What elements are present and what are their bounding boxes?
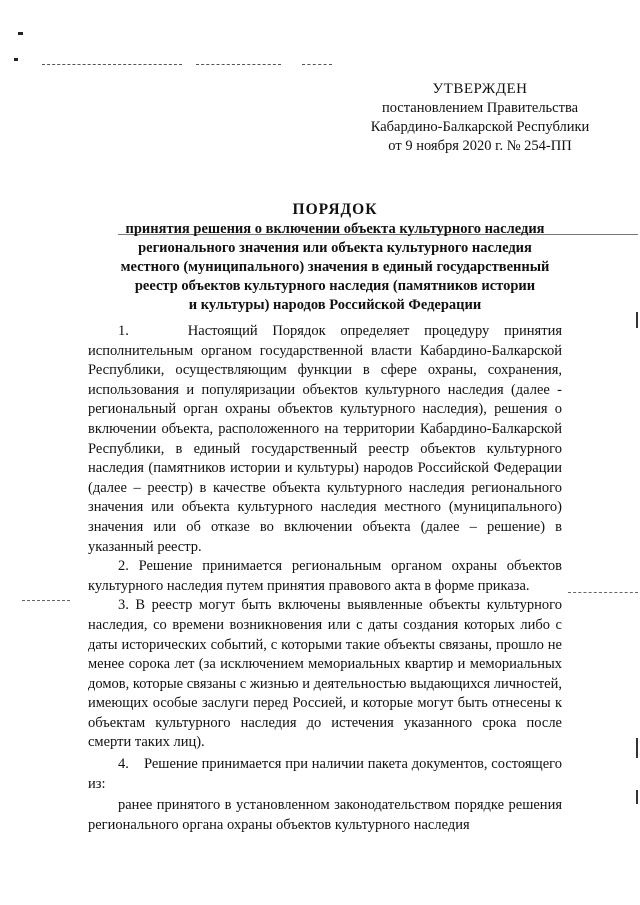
title-line: и культуры) народов Российской Федерации: [188, 297, 482, 313]
paragraph-2: 2. Решение принимается региональным органом охраны объектов культурного наследия путем принятия правового акта в форме приказа.: [88, 558, 562, 594]
title-line: регионального значения или объекта культурного наследия: [138, 240, 532, 256]
approval-date-line: от 9 ноября 2020 г. № 254-ПП: [388, 138, 572, 154]
title-line: принятия решения о включении объекта культурного наследия: [125, 221, 545, 237]
scan-edge-mark-1: [636, 312, 638, 328]
approval-block: [330, 80, 630, 156]
document-title: [90, 200, 580, 315]
paragraph-3: 3. В реестр могут быть включены выявленные объекты культурного наследия, со времени возникновения или с даты создания которых либо с даты исторических событий, с которыми такие объекты связаны, прошло не менее сорока лет (за исключением мемориальных квартир и мемориальных домов, которые связаны с жизнью и деятельностью выдающихся личностей, имеющих особые заслуги перед Россией, и которые могут быть отнесены к объектам культурного наследия до истечения указанного срока после смерти таких лиц).: [88, 597, 562, 751]
approval-line: постановлением Правительства: [381, 100, 579, 116]
document-body: [88, 322, 562, 835]
scan-dash-left: [22, 600, 70, 601]
approval-line: Кабардино-Балкарской Республики: [370, 119, 590, 135]
scan-rule-left: [42, 64, 182, 66]
paragraph-4: 4. Решение принимается при наличии пакета документов, состоящего из:: [88, 756, 562, 792]
paragraph-5: ранее принятого в установленном законодательством порядке решения регионального органа охраны объектов культурного наследия: [88, 797, 562, 833]
scan-rule-right: [302, 64, 332, 66]
title-main: ПОРЯДОК: [292, 201, 378, 218]
scan-edge-mark-3: [636, 790, 638, 804]
title-line: реестр объектов культурного наследия (памятников истории: [134, 278, 536, 294]
approval-heading: УТВЕРЖДЕН: [432, 81, 528, 97]
paragraph-1: 1. Настоящий Порядок определяет процедуру принятия исполнительным органом государственной власти Кабардино-Балкарской Республики, осуществляющим функции в сфере охраны, сохранения, использования и популяризации объектов культурного наследия (далее - региональный орган охраны объектов культурного наследия), решения о включении объекта, расположенного на территории Кабардино-Балкарской Республики, в единый государственный реестр объектов культурного наследия (памятников истории и культуры) народов Российской Федерации (далее – реестр) в качестве объекта культурного наследия регионального значения или объекта культурного наследия местного (муниципального) значения или об отказе во включении объекта (далее – решение) в указанный реестр.: [88, 323, 562, 555]
title-line: местного (муниципального) значения в единый государственный: [120, 259, 550, 275]
scan-rule-middle: [196, 64, 281, 66]
scan-mark-top: [18, 32, 23, 35]
scan-edge-mark-2: [636, 738, 638, 758]
scan-mark-middle: [14, 58, 18, 61]
scan-dash-right: [568, 592, 638, 593]
